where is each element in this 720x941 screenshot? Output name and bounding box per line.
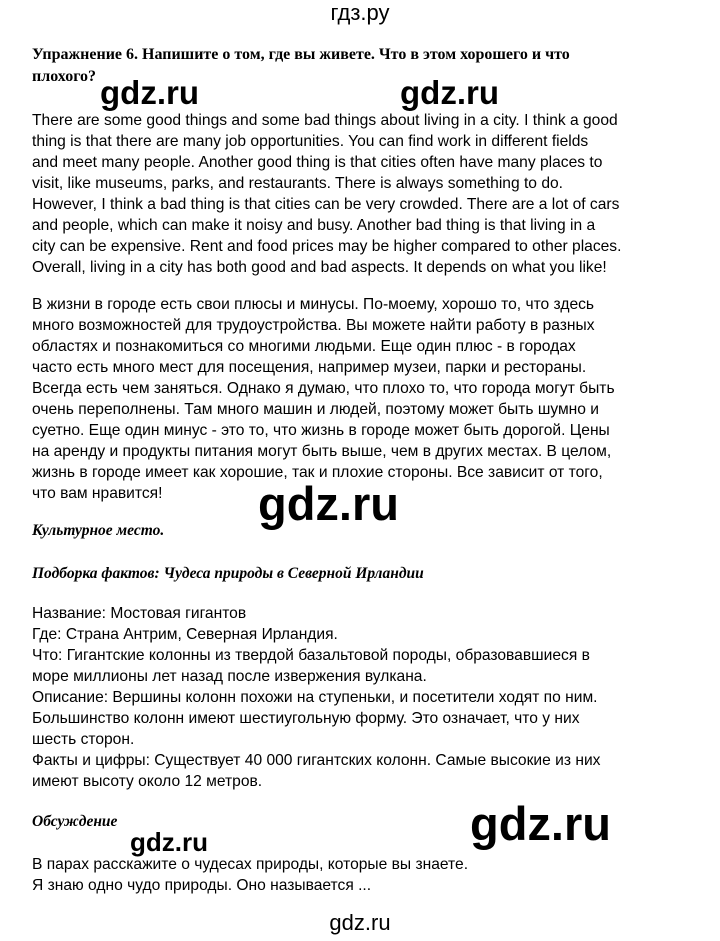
russian-paragraph <box>32 294 672 504</box>
text-line: and meet many people. Another good thing is that cities often have many places to <box>32 154 603 171</box>
fact-line: Факты и цифры: Существует 40 000 гигантских колонн. Самые высокие из них <box>32 752 601 769</box>
watermark: gdz.ru <box>100 74 199 111</box>
text-line: на аренду и продукты питания могут быть выше, чем в других местах. В целом, <box>32 443 612 460</box>
fact-line: Где: Страна Антрим, Северная Ирландия. <box>32 626 338 643</box>
fact-line: имеют высоту около 12 метров. <box>32 773 263 790</box>
text-line: В жизни в городе есть свои плюсы и минусы. По-моему, хорошо то, что здесь <box>32 296 595 313</box>
title-line: Упражнение 6. Напишите о том, где вы живете. Что в этом хорошего и что <box>32 46 570 63</box>
discussion-text <box>32 854 672 896</box>
text-line: Всегда есть чем заняться. Однако я думаю, что плохо то, что города могут быть <box>32 380 615 397</box>
text-line: However, I think a bad thing is that cities can be very crowded. There are a lot of cars <box>32 196 620 213</box>
site-footer: gdz.ru <box>329 910 391 935</box>
text-line: and people, which can make it noisy and busy. Another bad thing is that living in a <box>32 217 596 234</box>
text-line: много возможностей для трудоустройства. Вы можете найти работу в разных <box>32 317 595 334</box>
watermark: gdz.ru <box>130 827 208 857</box>
text-line: очень переполнены. Там много машин и людей, поэтому может быть шумно и <box>32 401 599 418</box>
watermark: gdz.ru <box>400 74 499 111</box>
text-line: суетно. Еще один минус - это то, что жизнь в городе может быть дорогой. Цены <box>32 422 610 439</box>
culture-subheading: Подборка фактов: Чудеса природы в Северной Ирландии <box>32 565 424 582</box>
text-line: областях и познакомиться со многими людьми. Еще один плюс - в городах <box>32 338 576 355</box>
fact-line: Описание: Вершины колонн похожи на ступеньки, и посетители ходят по ним. <box>32 689 598 706</box>
fact-line: Что: Гигантские колонны из твердой базальтовой породы, образовавшиеся в <box>32 647 590 664</box>
text-line: часто есть много мест для посещения, например музеи, парки и рестораны. <box>32 359 587 376</box>
site-header: гдз.ру <box>330 0 390 25</box>
fact-line: Большинство колонн имеют шестиугольную форму. Это означает, что у них <box>32 710 580 727</box>
text-line: что вам нравится! <box>32 485 163 502</box>
facts-list <box>32 603 672 792</box>
english-paragraph <box>32 110 672 278</box>
title-line: плохого? <box>32 68 97 85</box>
text-line: Overall, living in a city has both good and bad aspects. It depends on what you like! <box>32 259 607 276</box>
text-line: There are some good things and some bad things about living in a city. I think a good <box>32 112 618 129</box>
culture-heading: Культурное место. <box>32 522 165 539</box>
fact-line: Название: Мостовая гигантов <box>32 605 247 622</box>
fact-line: шесть сторон. <box>32 731 135 748</box>
fact-line: море миллионы лет назад после извержения вулкана. <box>32 668 427 685</box>
text-line: жизнь в городе имеет как хорошие, так и плохие стороны. Все зависит от того, <box>32 464 603 481</box>
discussion-line: Я знаю одно чудо природы. Оно называется ... <box>32 877 372 894</box>
text-line: thing is that there are many job opportunities. You can find work in different fields <box>32 133 589 150</box>
watermark: gdz.ru <box>470 797 611 850</box>
discussion-heading: Обсуждение <box>32 813 118 830</box>
discussion-line: В парах расскажите о чудесах природы, которые вы знаете. <box>32 856 469 873</box>
watermark: gdz.ru <box>258 477 399 530</box>
text-line: city can be expensive. Rent and food prices may be higher compared to other places. <box>32 238 622 255</box>
text-line: visit, like museums, parks, and restaurants. There is always something to do. <box>32 175 563 192</box>
